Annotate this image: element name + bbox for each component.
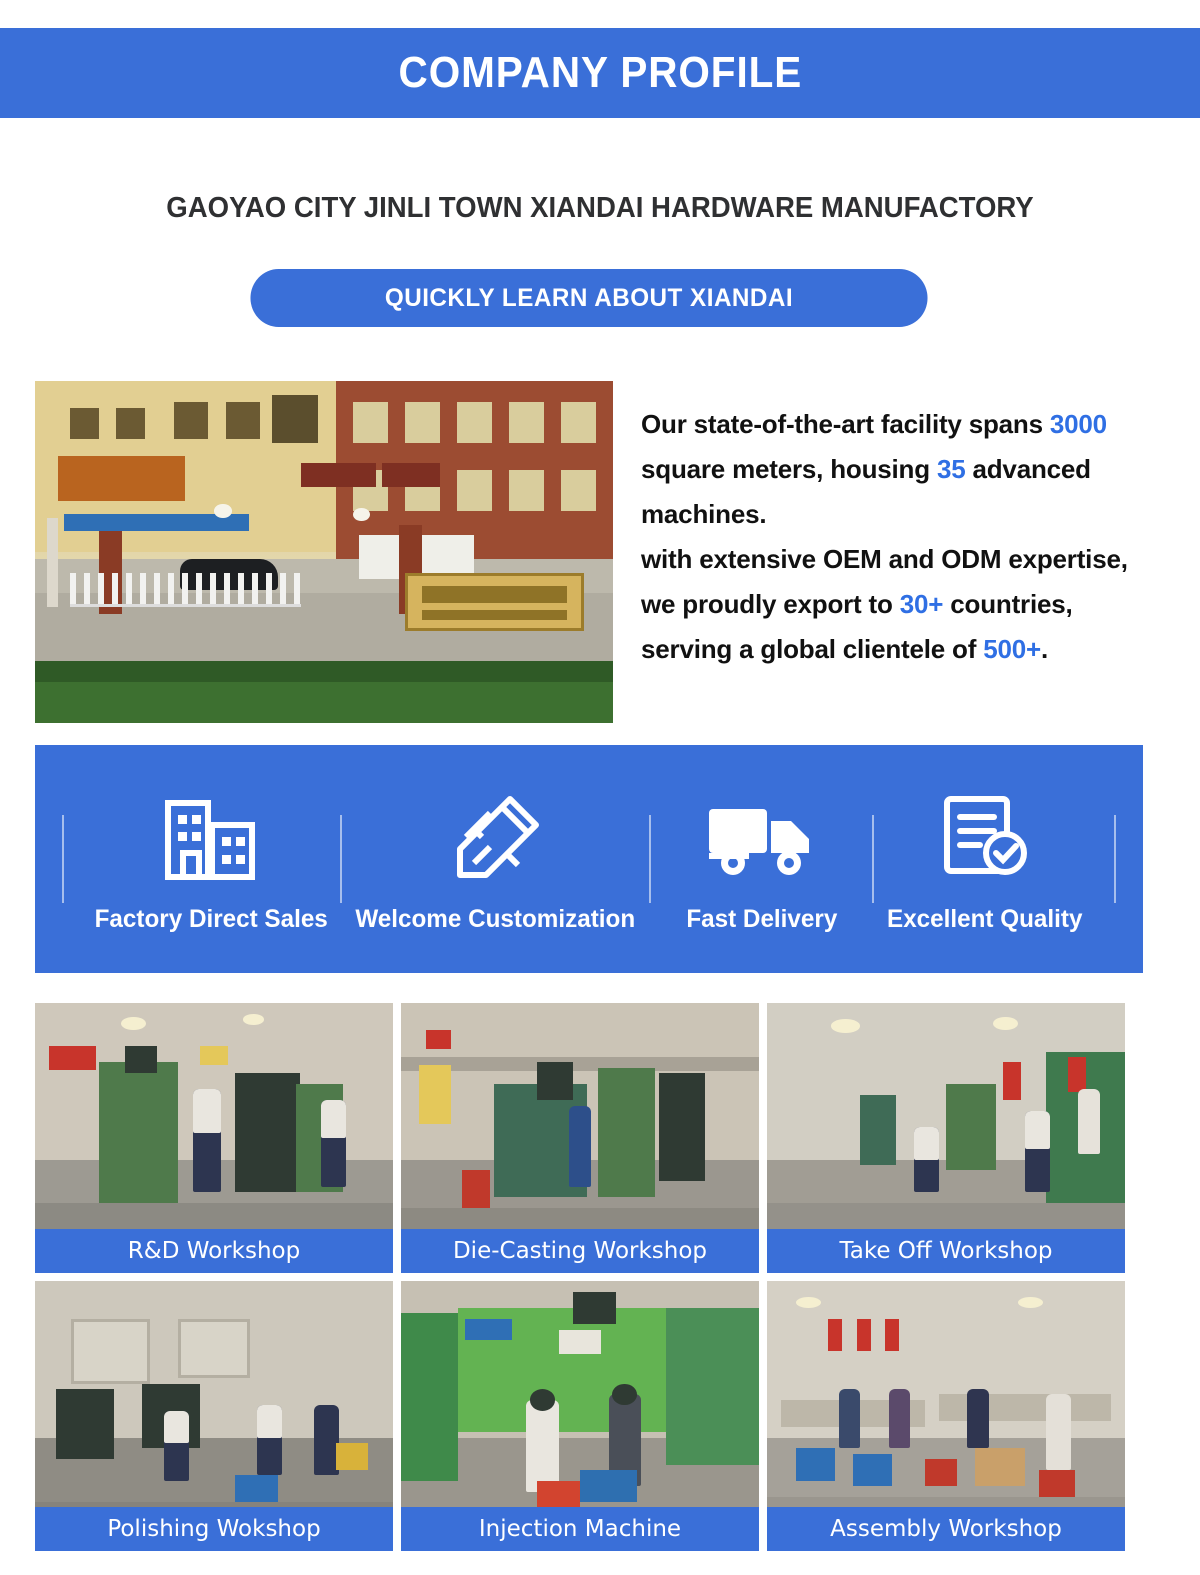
intro-line-4: with extensive OEM and ODM expertise, bbox=[641, 544, 1128, 574]
features-band bbox=[35, 745, 1143, 973]
gallery-caption: R&D Workshop bbox=[35, 1229, 393, 1273]
page-title: COMPANY PROFILE bbox=[398, 48, 802, 97]
header-banner bbox=[0, 28, 1200, 118]
feature-divider bbox=[331, 745, 351, 973]
feature-label: Excellent Quality bbox=[887, 904, 1083, 933]
quickly-learn-button[interactable] bbox=[250, 269, 927, 327]
gallery-item-injection-machine[interactable] bbox=[401, 1281, 759, 1551]
intro-line-5: we proudly export to 30+ countries, bbox=[641, 589, 1073, 619]
pencil-ruler-icon bbox=[444, 791, 548, 883]
gallery-item-polishing-workshop[interactable] bbox=[35, 1281, 393, 1551]
gallery-caption: Polishing Wokshop bbox=[35, 1507, 393, 1551]
stat-countries: 30+ bbox=[899, 589, 944, 619]
gallery-item-die-casting-workshop[interactable] bbox=[401, 1003, 759, 1273]
document-check-icon bbox=[933, 791, 1037, 883]
delivery-truck-icon bbox=[703, 791, 821, 883]
gallery-row bbox=[35, 1003, 1165, 1273]
feature-divider bbox=[35, 745, 91, 973]
workshop-gallery bbox=[35, 1003, 1165, 1559]
intro-line-6: serving a global clientele of 500+. bbox=[641, 634, 1049, 664]
factory-building-icon bbox=[159, 791, 263, 883]
company-name: GAOYAO CITY JINLI TOWN XIANDAI HARDWARE MANUFACTORY bbox=[166, 192, 1034, 224]
stat-area: 3000 bbox=[1049, 409, 1107, 439]
gallery-item-rnd-workshop[interactable] bbox=[35, 1003, 393, 1273]
gallery-row bbox=[35, 1281, 1165, 1551]
gallery-caption: Injection Machine bbox=[401, 1507, 759, 1551]
gallery-item-take-off-workshop[interactable] bbox=[767, 1003, 1125, 1273]
quickly-learn-label: QUICKLY LEARN ABOUT XIANDAI bbox=[384, 283, 794, 312]
feature-excellent-quality bbox=[883, 745, 1087, 973]
gallery-caption: Take Off Workshop bbox=[767, 1229, 1125, 1273]
feature-factory-direct-sales bbox=[91, 745, 331, 973]
stat-clients: 500+ bbox=[983, 634, 1041, 664]
gallery-caption: Die-Casting Workshop bbox=[401, 1229, 759, 1273]
intro-paragraph bbox=[641, 402, 1161, 672]
gallery-caption: Assembly Workshop bbox=[767, 1507, 1125, 1551]
intro-line-3: machines. bbox=[641, 499, 767, 529]
feature-divider bbox=[1087, 745, 1143, 973]
feature-divider bbox=[640, 745, 660, 973]
feature-label: Welcome Customization bbox=[355, 904, 636, 933]
feature-welcome-customization bbox=[351, 745, 639, 973]
feature-fast-delivery bbox=[660, 745, 864, 973]
feature-divider bbox=[863, 745, 883, 973]
stat-machines: 35 bbox=[936, 454, 966, 484]
factory-entrance-photo bbox=[35, 381, 613, 723]
gallery-item-assembly-workshop[interactable] bbox=[767, 1281, 1125, 1551]
intro-line-2: square meters, housing 35 advanced bbox=[641, 454, 1091, 484]
intro-line-1: Our state-of-the-art facility spans 3000 bbox=[641, 409, 1107, 439]
feature-label: Factory Direct Sales bbox=[94, 904, 328, 933]
feature-label: Fast Delivery bbox=[686, 904, 838, 933]
